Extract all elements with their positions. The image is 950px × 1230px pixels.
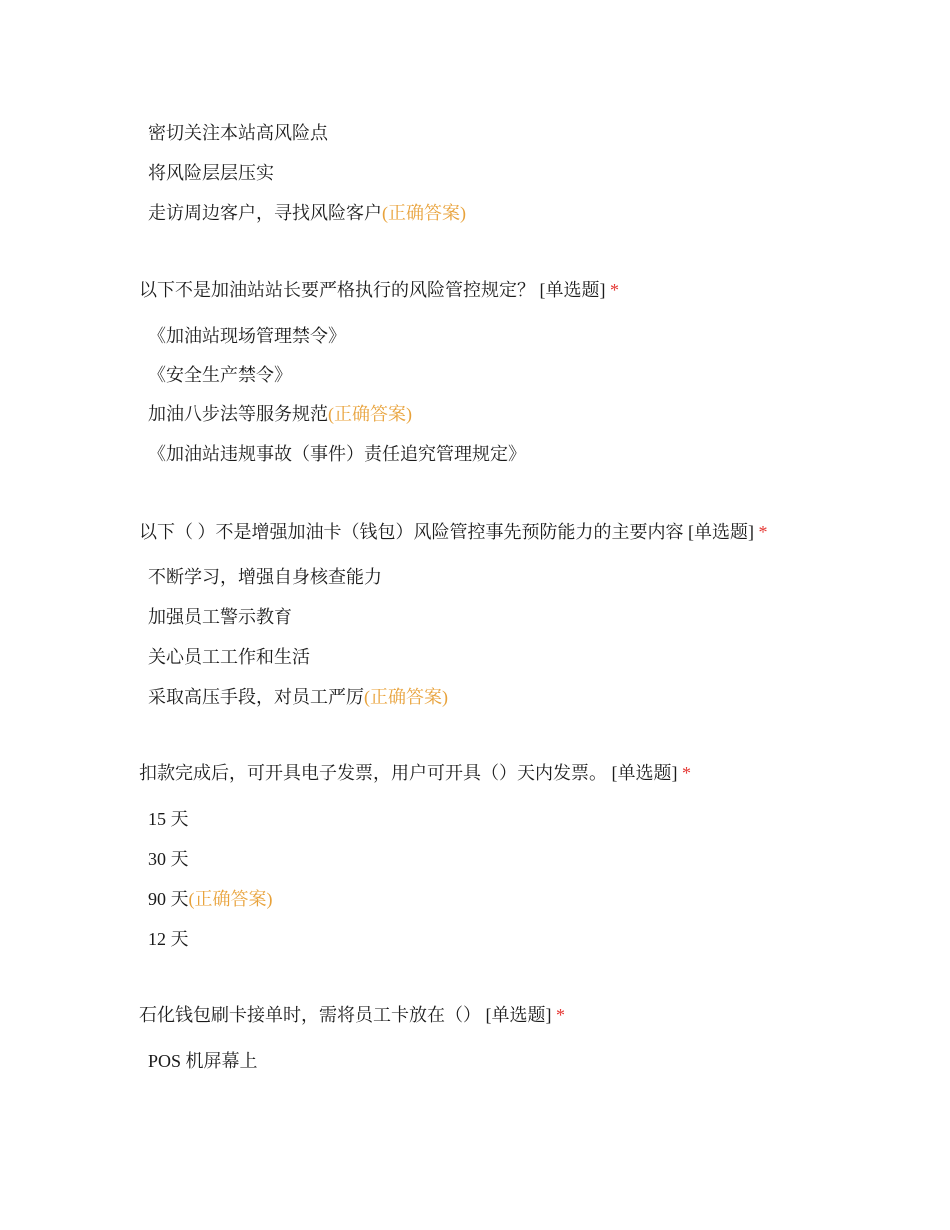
question-4: 石化钱包刷卡接单时，需将员工卡放在（） [单选题] * — [139, 1005, 565, 1025]
required-marker: * — [556, 1005, 565, 1025]
option-4-1: POS 机屏幕上 — [148, 1051, 258, 1071]
required-marker: * — [610, 280, 619, 300]
option-0-3: 走访周边客户，寻找风险客户(正确答案) — [148, 203, 466, 223]
required-marker: * — [758, 522, 768, 542]
option-1-4: 《加油站违规事故（事件）责任追究管理规定》 — [148, 444, 526, 464]
required-marker: * — [682, 763, 691, 783]
option-1-3: 加油八步法等服务规范(正确答案) — [148, 404, 412, 424]
option-0-2: 将风险层层压实 — [148, 163, 274, 183]
question-3: 扣款完成后，可开具电子发票，用户可开具（）天内发票。 [单选题] * — [139, 763, 691, 783]
option-3-1: 15 天 — [148, 809, 189, 829]
option-1-1: 《加油站现场管理禁令》 — [148, 326, 346, 346]
correct-answer-marker: (正确答案) — [328, 404, 412, 424]
question-1: 以下不是加油站站长要严格执行的风险管控规定？ [单选题] * — [139, 280, 619, 300]
correct-answer-marker: (正确答案) — [382, 203, 466, 223]
option-3-2: 30 天 — [148, 849, 189, 869]
option-2-4: 采取高压手段，对员工严厉(正确答案) — [148, 687, 448, 707]
option-2-1: 不断学习，增强自身核查能力 — [148, 567, 382, 587]
correct-answer-marker: (正确答案) — [364, 687, 448, 707]
option-3-3: 90 天(正确答案) — [148, 889, 273, 909]
option-0-1: 密切关注本站高风险点 — [148, 123, 328, 143]
option-2-3: 关心员工工作和生活 — [148, 647, 310, 667]
question-2: 以下（ ）不是增强加油卡（钱包）风险管控事先预防能力的主要内容 [单选题] * — [139, 522, 768, 542]
option-2-2: 加强员工警示教育 — [148, 607, 292, 627]
correct-answer-marker: (正确答案) — [188, 889, 273, 909]
option-1-2: 《安全生产禁令》 — [148, 365, 292, 385]
option-3-4: 12 天 — [148, 929, 189, 949]
